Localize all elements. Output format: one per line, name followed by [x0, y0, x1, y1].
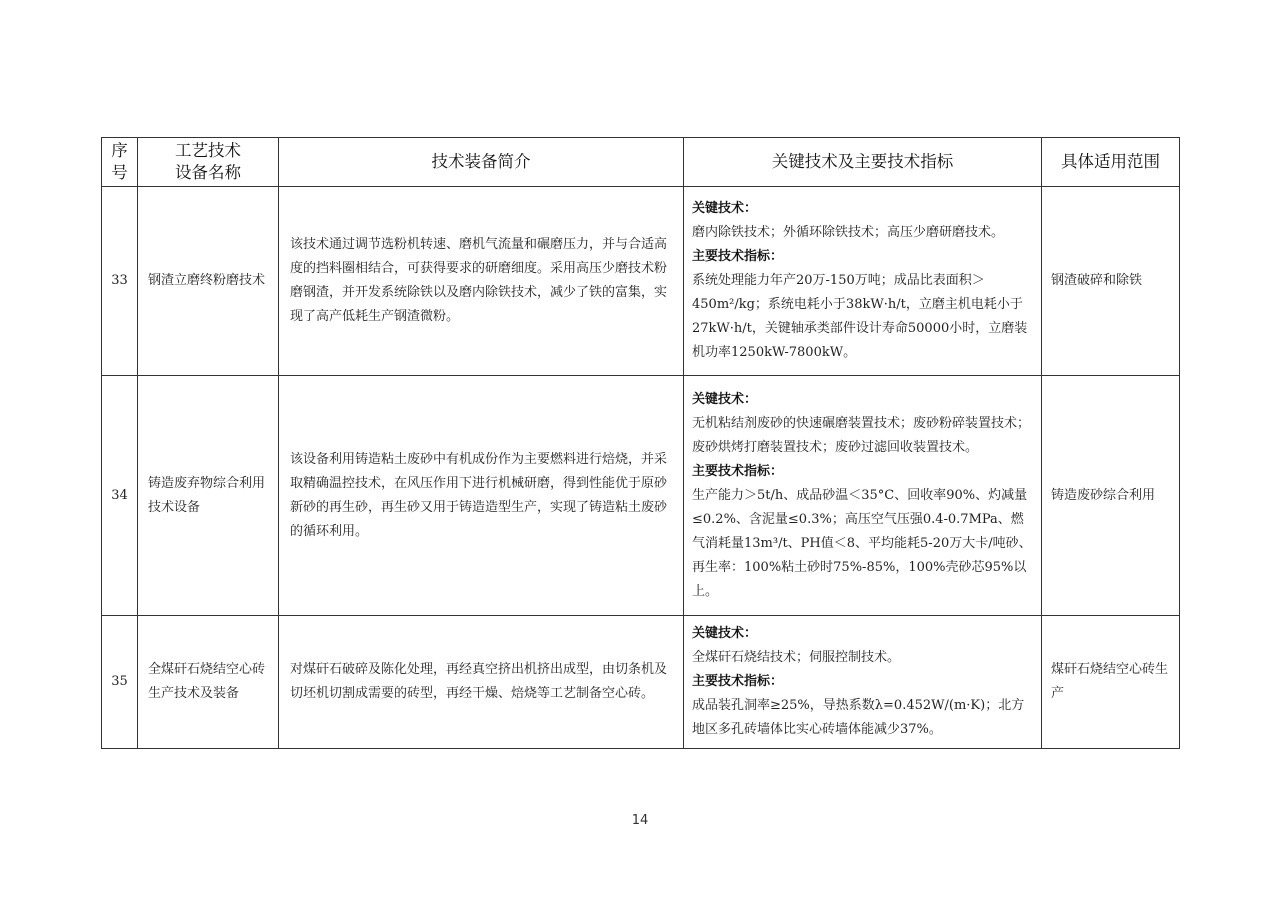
row-scope: 铸造废砂综合利用 — [1042, 376, 1180, 616]
row-key-tech — [684, 376, 1042, 616]
row-name: 全煤矸石烧结空心砖生产技术及装备 — [138, 616, 279, 749]
row-scope: 钢渣破碎和除铁 — [1042, 187, 1180, 376]
metrics-text: 生产能力＞5t/h、成品砂温＜35°C、回收率90%、灼减量≤0.2%、含泥量≤0.3%；高压空气压强0.4-0.7MPa、燃气消耗量13m³/t、PH值＜8、平均能耗5-20万大卡/吨砂、再生率：100%粘土砂时75%-85%，100%壳砂芯95%以上。 — [692, 487, 1032, 599]
header-scope: 具体适用范围 — [1042, 138, 1180, 187]
row-intro: 该设备利用铸造粘土废砂中有机成份作为主要燃料进行焙烧，并采取精确温控技术，在风压作用下进行机械研磨，得到性能优于原砂新砂的再生砂，再生砂又用于铸造造型生产，实现了铸造粘土废砂的循环利用。 — [279, 376, 684, 616]
page-number: 14 — [631, 813, 649, 828]
row-name: 钢渣立磨终粉磨技术 — [138, 187, 279, 376]
table-row — [102, 187, 1180, 376]
table-row — [102, 376, 1180, 616]
metrics-text: 成品装孔洞率≥25%，导热系数λ=0.452W/(m·K)；北方地区多孔砖墙体比实心砖墙体能减少37%。 — [692, 698, 1025, 737]
row-index: 35 — [102, 616, 138, 749]
row-intro: 对煤矸石破碎及陈化处理，再经真空挤出机挤出成型，由切条机及切坯机切割成需要的砖型，再经干燥、焙烧等工艺制备空心砖。 — [279, 616, 684, 749]
key-tech-label: 关键技术： — [692, 201, 758, 216]
header-name: 工艺技术 设备名称 — [138, 138, 279, 187]
row-key-tech — [684, 616, 1042, 749]
row-index: 33 — [102, 187, 138, 376]
key-tech-label: 关键技术： — [692, 391, 758, 407]
row-name: 铸造废弃物综合利用技术设备 — [138, 376, 279, 616]
table-header-row — [102, 138, 1180, 187]
metrics-label: 主要技术指标： — [692, 463, 784, 479]
row-key-tech — [684, 187, 1042, 376]
metrics-label: 主要技术指标： — [692, 249, 784, 264]
key-tech-text: 磨内除铁技术；外循环除铁技术；高压少磨研磨技术。 — [692, 225, 1005, 240]
row-intro: 该技术通过调节选粉机转速、磨机气流量和碾磨压力，并与合适高度的挡料圈相结合，可获得要求的研磨细度。采用高压少磨技术粉磨钢渣，并开发系统除铁以及磨内除铁技术，减少了铁的富集，实现了高产低耗生产钢渣微粉。 — [279, 187, 684, 376]
header-intro: 技术装备简介 — [279, 138, 684, 187]
table-row — [102, 616, 1180, 749]
key-tech-label: 关键技术： — [692, 626, 758, 641]
key-tech-text: 全煤矸石烧结技术；伺服控制技术。 — [692, 650, 901, 665]
header-key-tech: 关键技术及主要技术指标 — [684, 138, 1042, 187]
row-index: 34 — [102, 376, 138, 616]
row-scope: 煤矸石烧结空心砖生产 — [1042, 616, 1180, 749]
header-index: 序 号 — [102, 138, 138, 187]
metrics-label: 主要技术指标： — [692, 674, 784, 689]
key-tech-text: 无机粘结剂废砂的快速碾磨装置技术；废砂粉碎装置技术；废砂烘烤打磨装置技术；废砂过滤回收装置技术。 — [692, 415, 1031, 455]
metrics-text: 系统处理能力年产20万-150万吨；成品比表面积＞450m²/kg；系统电耗小于38kW·h/t，立磨主机电耗小于27kW·h/t，关键轴承类部件设计寿命50000小时，立磨装机功率1250kW-7800kW。 — [692, 273, 1028, 360]
technology-table — [101, 137, 1180, 749]
